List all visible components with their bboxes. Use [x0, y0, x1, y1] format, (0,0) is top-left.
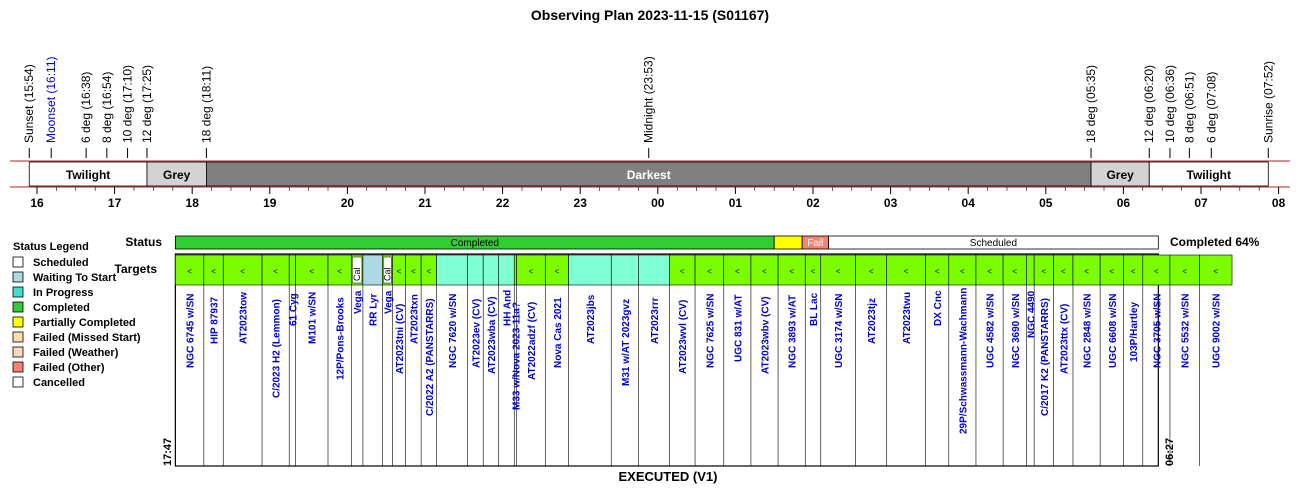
- target-name: AT2023wvl (CV): [678, 299, 690, 374]
- hour-tick-label: 06: [1116, 196, 1131, 210]
- target-name: C/2022 A2 (PANSTARRS): [424, 298, 436, 416]
- window-end-time: 06:27: [1164, 437, 1176, 466]
- target-name: DX Cnc: [933, 290, 945, 326]
- completed-marker: <: [211, 267, 216, 276]
- legend-label: Cancelled: [33, 377, 85, 389]
- hour-tick-label: 23: [573, 196, 587, 210]
- completed-marker: <: [337, 267, 342, 276]
- completed-marker: <: [1109, 267, 1115, 276]
- completed-marker: <: [240, 267, 245, 276]
- completed-marker: <: [1012, 267, 1018, 276]
- hour-tick-label: 22: [495, 196, 510, 210]
- legend-title: Status Legend: [13, 241, 89, 253]
- legend-swatch: [13, 362, 23, 372]
- completed-marker: <: [707, 267, 712, 276]
- target-name: AT2023wbv (CV): [760, 296, 772, 374]
- target-name: UGC 6608 w/SN: [1107, 293, 1119, 368]
- event-label: 18 deg (05:35): [1084, 64, 1099, 143]
- target-name: AT2023tow: [238, 291, 250, 344]
- target-name: M33 w/Nova 2023-11a?: [511, 302, 523, 410]
- band-label: Twilight: [1186, 168, 1231, 182]
- window-start-time: 17:47: [162, 437, 174, 466]
- target-name: AT2023ttx (CV): [1059, 303, 1071, 374]
- twilight-bands: [29, 162, 1268, 186]
- hour-tick-label: 08: [1271, 196, 1286, 210]
- target-blocks: [175, 255, 1232, 466]
- target-name: BL Lac: [809, 292, 820, 326]
- completed-marker: <: [411, 267, 416, 276]
- completed-marker: <: [735, 267, 740, 276]
- event-label: Sunrise (07:52): [1261, 60, 1276, 143]
- target-name: Vega: [353, 290, 365, 314]
- legend-label: Waiting To Start: [33, 272, 117, 284]
- target-block: [569, 255, 612, 285]
- target-block: [437, 255, 468, 285]
- completed-marker: <: [426, 267, 432, 276]
- hour-tick-label: 19: [263, 196, 277, 210]
- target-name: AT2023wba (CV): [486, 296, 498, 374]
- completed-marker: <: [396, 267, 402, 276]
- target-name: NGC 3705 w/SN: [1152, 293, 1164, 368]
- target-name: AT2023jbs: [585, 294, 597, 344]
- target-name: AT2023tjz: [867, 298, 879, 344]
- calibration-label: Cal: [352, 267, 363, 281]
- hour-tick-label: 21: [418, 196, 432, 210]
- target-name: AT2023tni (CV): [395, 303, 407, 374]
- target-name: UGC 9002 w/SN: [1211, 293, 1223, 368]
- hour-tick-label: 18: [185, 196, 199, 210]
- target-names: [186, 288, 1223, 434]
- completed-marker: <: [1213, 267, 1219, 276]
- hour-tick-label: 07: [1194, 196, 1208, 210]
- event-label: 12 deg (17:25): [139, 64, 154, 143]
- target-block: [611, 255, 638, 285]
- target-block: [483, 255, 499, 285]
- hour-axis: [30, 187, 1285, 210]
- completed-marker: <: [835, 267, 841, 276]
- hour-tick-label: 01: [728, 196, 743, 210]
- completed-marker: <: [554, 267, 560, 276]
- hour-tick-label: 20: [340, 196, 355, 210]
- legend-label: In Progress: [33, 287, 94, 299]
- hour-tick-label: 04: [961, 196, 975, 210]
- target-name: 61 Cyg: [288, 293, 300, 326]
- band-label: Darkest: [626, 168, 671, 182]
- target-name: Nova Cas 2021: [552, 297, 564, 368]
- target-name: AT2023twu: [902, 291, 914, 344]
- event-label: 6 deg (16:38): [79, 71, 94, 143]
- event-label: 10 deg (17:10): [120, 64, 135, 143]
- target-name: M101 w/SN: [307, 291, 319, 344]
- target-name: M31 w/AT 2023gvz: [620, 298, 632, 386]
- target-block: [363, 255, 382, 285]
- status-row-label: Status: [125, 235, 162, 249]
- event-label: 6 deg (07:08): [1204, 71, 1219, 143]
- target-name: NGC 6745 w/SN: [185, 293, 197, 368]
- target-name: UGC 3174 w/SN: [834, 293, 846, 368]
- target-name: HH And: [502, 289, 514, 326]
- hour-tick-label: 02: [806, 196, 820, 210]
- target-name: C/2023 H2 (Lemmon): [271, 299, 283, 398]
- event-label: Midnight (23:53): [641, 56, 656, 143]
- legend-swatch: [13, 347, 23, 357]
- completed-marker: <: [273, 267, 278, 276]
- target-block: [514, 255, 516, 285]
- target-name: C/2017 K2 (PANSTARRS): [1039, 298, 1051, 416]
- completed-percent: Completed 64%: [1170, 235, 1260, 249]
- target-name: HIP 87937: [209, 296, 221, 344]
- target-block: [1026, 255, 1034, 285]
- target-block: [468, 255, 484, 285]
- target-name: AT2023ev (CV): [471, 298, 483, 368]
- completed-marker: <: [868, 267, 874, 276]
- target-name: NGC 7620 w/SN: [448, 293, 460, 368]
- event-label: Moonset (16:11): [44, 56, 59, 143]
- target-name: NGC 3690 w/SN: [1010, 293, 1022, 368]
- hour-tick-label: 17: [107, 196, 122, 210]
- status-segment-partial: [774, 236, 802, 249]
- target-name: NGC 7625 w/SN: [705, 293, 717, 368]
- legend-label: Failed (Missed Start): [33, 332, 141, 344]
- legend-swatch: [13, 257, 23, 267]
- chart-title: Observing Plan 2023-11-15 (S01167): [530, 7, 770, 23]
- legend-swatch: [13, 317, 23, 327]
- status-segment-label: Scheduled: [969, 238, 1018, 249]
- target-name: AT2022adzf (CV): [526, 301, 538, 380]
- legend-swatch: [13, 287, 23, 297]
- target-name: 12P/Pons-Brooks: [335, 297, 347, 380]
- legend-label: Failed (Weather): [33, 347, 119, 359]
- target-name: AT2023txn: [409, 294, 421, 344]
- target-name: NGC 5532 w/SN: [1180, 293, 1192, 368]
- completed-marker: <: [679, 267, 685, 276]
- legend-label: Completed: [33, 302, 90, 314]
- legend-swatch: [13, 302, 23, 312]
- hour-tick-label: 05: [1039, 196, 1053, 210]
- completed-marker: <: [1041, 267, 1047, 276]
- legend-label: Scheduled: [33, 257, 89, 269]
- completed-marker: <: [810, 267, 816, 276]
- legend-label: Failed (Other): [33, 362, 105, 374]
- target-name: Vega: [383, 290, 395, 314]
- legend-swatch: [13, 377, 23, 387]
- status-segment-label: Completed: [450, 238, 499, 249]
- completed-marker: <: [1130, 267, 1136, 276]
- target-name: 103P/Hartley: [1129, 301, 1141, 362]
- completed-marker: <: [187, 267, 192, 276]
- target-name: RR Lyr: [368, 293, 380, 326]
- completed-marker: <: [934, 267, 940, 276]
- completed-marker: <: [1182, 267, 1188, 276]
- event-label: 8 deg (06:51): [1182, 71, 1197, 143]
- event-label: 18 deg (18:11): [199, 65, 214, 143]
- target-block: [638, 255, 669, 285]
- status-segment-label: Fail: [807, 238, 824, 249]
- legend-label: Partially Completed: [33, 317, 136, 329]
- completed-marker: <: [1154, 267, 1159, 276]
- event-label: Sunset (15:54): [22, 64, 37, 143]
- completed-marker: <: [528, 267, 534, 276]
- target-name: 29P/Schwassmann-Wachmann: [958, 287, 970, 434]
- target-block: [499, 255, 515, 285]
- target-block: [289, 255, 295, 285]
- event-label: 8 deg (16:54): [99, 71, 114, 143]
- target-name: NGC 4490: [1026, 290, 1038, 338]
- target-name: AT2023rrr: [649, 297, 661, 344]
- band-label: Grey: [1106, 168, 1134, 182]
- completed-marker: <: [960, 267, 965, 276]
- footer-label: EXECUTED (V1): [618, 469, 718, 484]
- hour-tick-label: 03: [883, 196, 898, 210]
- completed-marker: <: [1084, 267, 1089, 276]
- completed-marker: <: [789, 267, 794, 276]
- target-name: UGC 4582 w/SN: [985, 293, 997, 368]
- band-label: Twilight: [65, 168, 111, 182]
- calibration-label: Cal: [382, 267, 393, 281]
- target-name: NGC 2848 w/SN: [1082, 293, 1094, 368]
- target-name: NGC 3893 w/AT: [787, 294, 799, 368]
- hour-tick-label: 00: [651, 196, 665, 210]
- completed-marker: <: [1060, 267, 1066, 276]
- event-label: 10 deg (06:36): [1162, 64, 1177, 143]
- completed-marker: <: [987, 267, 992, 276]
- legend-swatch: [13, 272, 23, 282]
- band-label: Grey: [163, 168, 191, 182]
- completed-marker: <: [762, 267, 767, 276]
- completed-marker: <: [903, 267, 909, 276]
- completed-marker: <: [309, 267, 315, 276]
- target-name: UGC 831 w/AT: [733, 294, 745, 362]
- hour-tick-label: 16: [30, 196, 44, 210]
- legend-swatch: [13, 332, 23, 342]
- event-label: 12 deg (06:20): [1142, 64, 1157, 143]
- targets-row-label: Targets: [114, 262, 157, 276]
